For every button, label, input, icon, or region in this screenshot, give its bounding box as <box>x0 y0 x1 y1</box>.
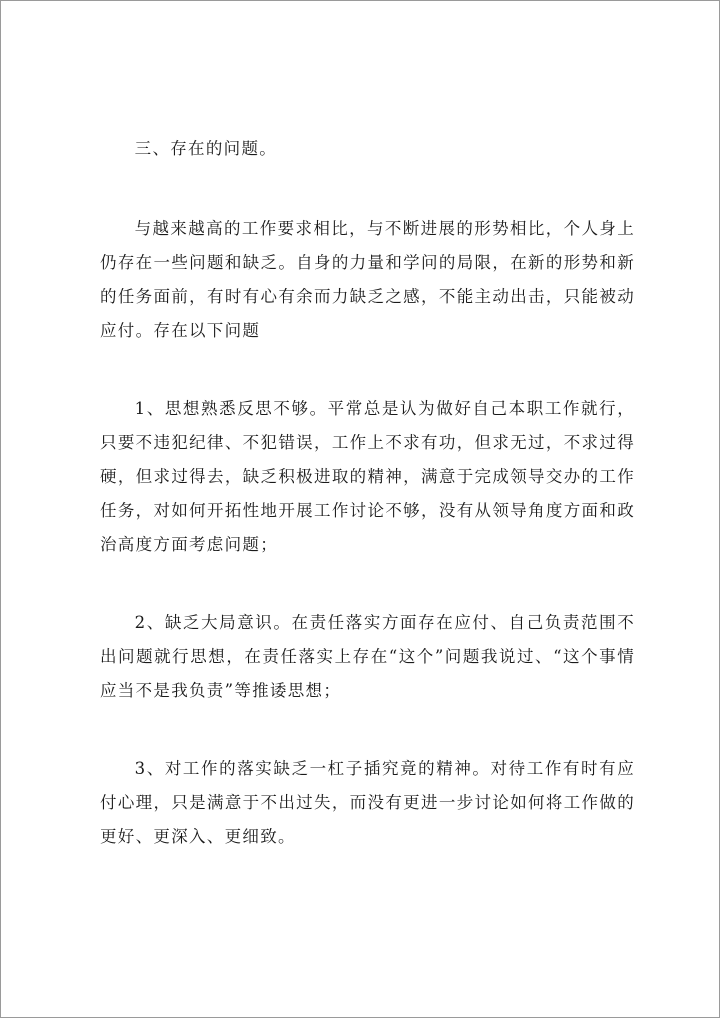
intro-paragraph: 与越来越高的工作要求相比，与不断进展的形势相比，个人身上仍存在一些问题和缺乏。自身的力量和学问的局限，在新的形势和新的任务面前，有时有心有余而力缺乏之感，不能主动出击，只能被动应付。存在以下问题 <box>100 219 635 340</box>
section-heading: 三、存在的问题。 <box>134 139 278 158</box>
problem-item-2: 2、缺乏大局意识。在责任落实方面存在应付、自己负责范围不出问题就行思想，在责任落实上存在“这个”问题我说过、“这个事情应当不是我负责”等推诿思想； <box>100 613 635 700</box>
problem-item-3: 3、对工作的落实缺乏一杠子插究竟的精神。对待工作有时有应付心理，只是满意于不出过失，而没有更进一步讨论如何将工作做的更好、更深入、更细致。 <box>100 759 635 846</box>
document-body <box>100 132 635 854</box>
problem-item-1: 1、思想熟悉反思不够。平常总是认为做好自己本职工作就行，只要不违犯纪律、不犯错误，工作上不求有功，但求无过，不求过得硬，但求过得去，缺乏积极进取的精神，满意于完成领导交办的工作任务，对如何开拓性地开展工作讨论不够，没有从领导角度方面和政治高度方面考虑问题； <box>100 399 635 554</box>
